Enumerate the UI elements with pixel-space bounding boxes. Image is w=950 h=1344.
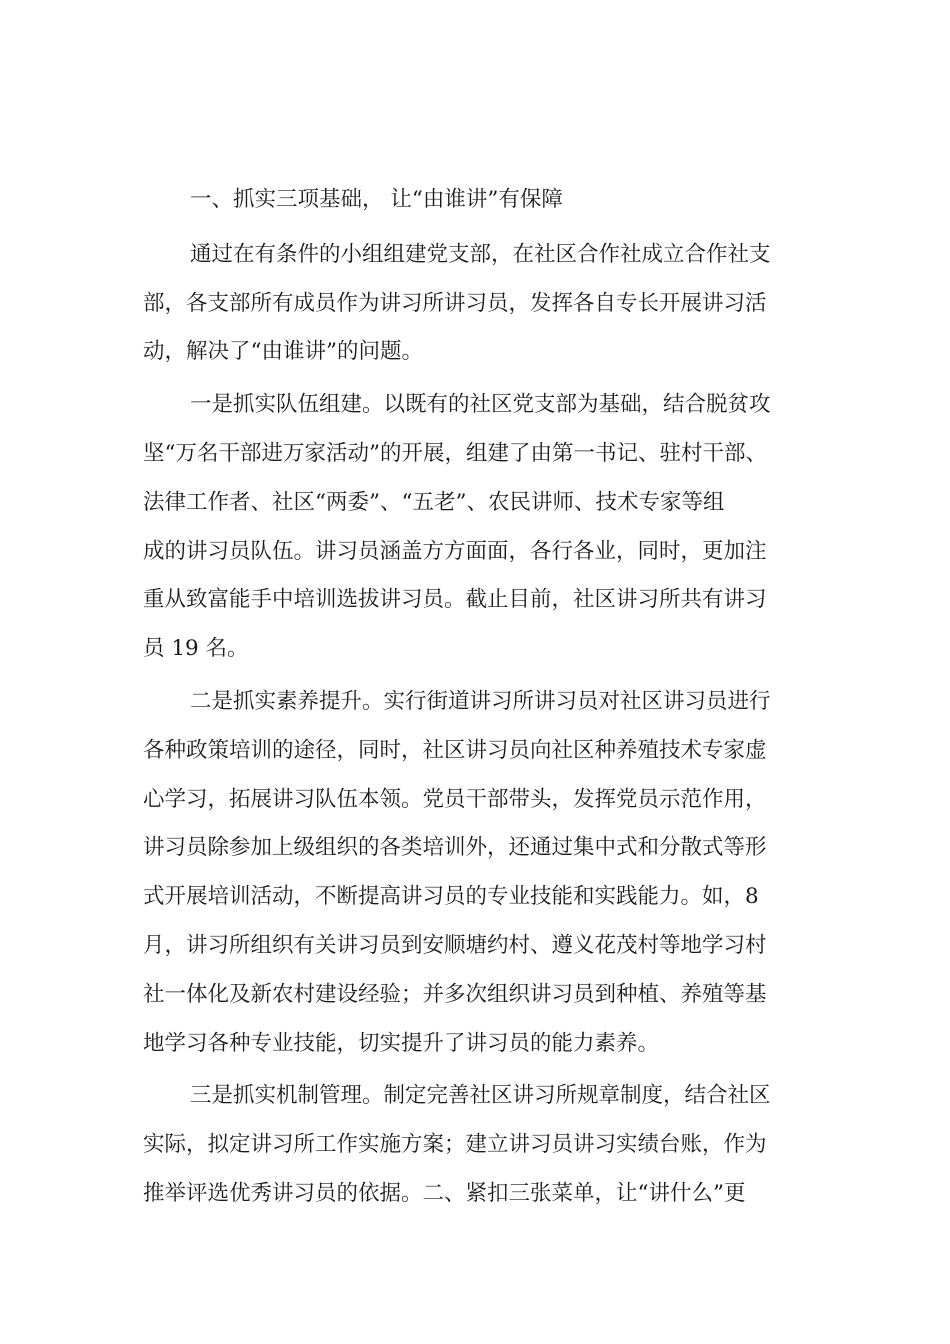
text-line: 心学习，拓展讲习队伍本领。党员干部带头，发挥党员示范作用， [143,786,767,812]
text-line: 一、抓实三项基础， 让“由谁讲”有保障 [190,187,563,212]
paragraph-point-1 [143,381,808,674]
text-line: 式开展培训活动，不断提高讲习员的专业技能和实践能力。如，8 [143,884,759,910]
paragraph-intro [143,231,808,377]
text-line: 二是抓实素养提升。实行街道讲习所讲习员对社区讲习员进行 [190,688,771,714]
text-line: 讲习员除参加上级组织的各类培训外，还通过集中式和分散式等形 [143,835,767,861]
text-line: 动，解决了“由谁讲”的问题。 [143,339,423,365]
text-line: 各种政策培训的途径，同时，社区讲习员向社区种养殖技术专家虚 [143,737,767,763]
text-line: 通过在有条件的小组组建党支部，在社区合作社成立合作社支 [190,241,771,267]
text-line: 地学习各种专业技能，切实提升了讲习员的能力素养。 [143,1030,660,1056]
text-line: 推举评选优秀讲习员的依据。二、紧扣三张菜单，让“讲什么”更 [143,1180,746,1206]
text-line: 月，讲习所组织有关讲习员到安顺塘约村、遵义花茂村等地学习村 [143,932,767,958]
document-body [143,176,808,1219]
text-line: 重从致富能手中培训选拔讲习员。截止目前，社区讲习所共有讲习 [143,587,767,613]
text-line: 社一体化及新农村建设经验；并多次组织讲习员到种植、养殖等基 [143,981,767,1007]
text-line: 员 19 名。 [143,636,249,662]
paragraph-point-2 [143,678,808,1068]
text-line: 部，各支部所有成员作为讲习所讲习员，发挥各自专长开展讲习活 [143,290,767,316]
paragraph-point-3 [143,1072,808,1218]
text-line: 实际，拟定讲习所工作实施方案；建立讲习员讲习实绩台账，作为 [143,1132,767,1158]
text-line: 法律工作者、社区“两委”、“五老”、农民讲师、技术专家等组 [143,489,725,515]
text-line: 三是抓实机制管理。制定完善社区讲习所规章制度，结合社区 [190,1083,771,1109]
text-line: 成的讲习员队伍。讲习员涵盖方方面面，各行各业，同时，更加注 [143,538,767,564]
text-line: 一是抓实队伍组建。以既有的社区党支部为基础，结合脱贫攻 [190,392,771,418]
text-line: 坚“万名干部进万家活动”的开展，组建了由第一书记、驻村干部、 [143,440,767,466]
section-heading [143,176,808,225]
